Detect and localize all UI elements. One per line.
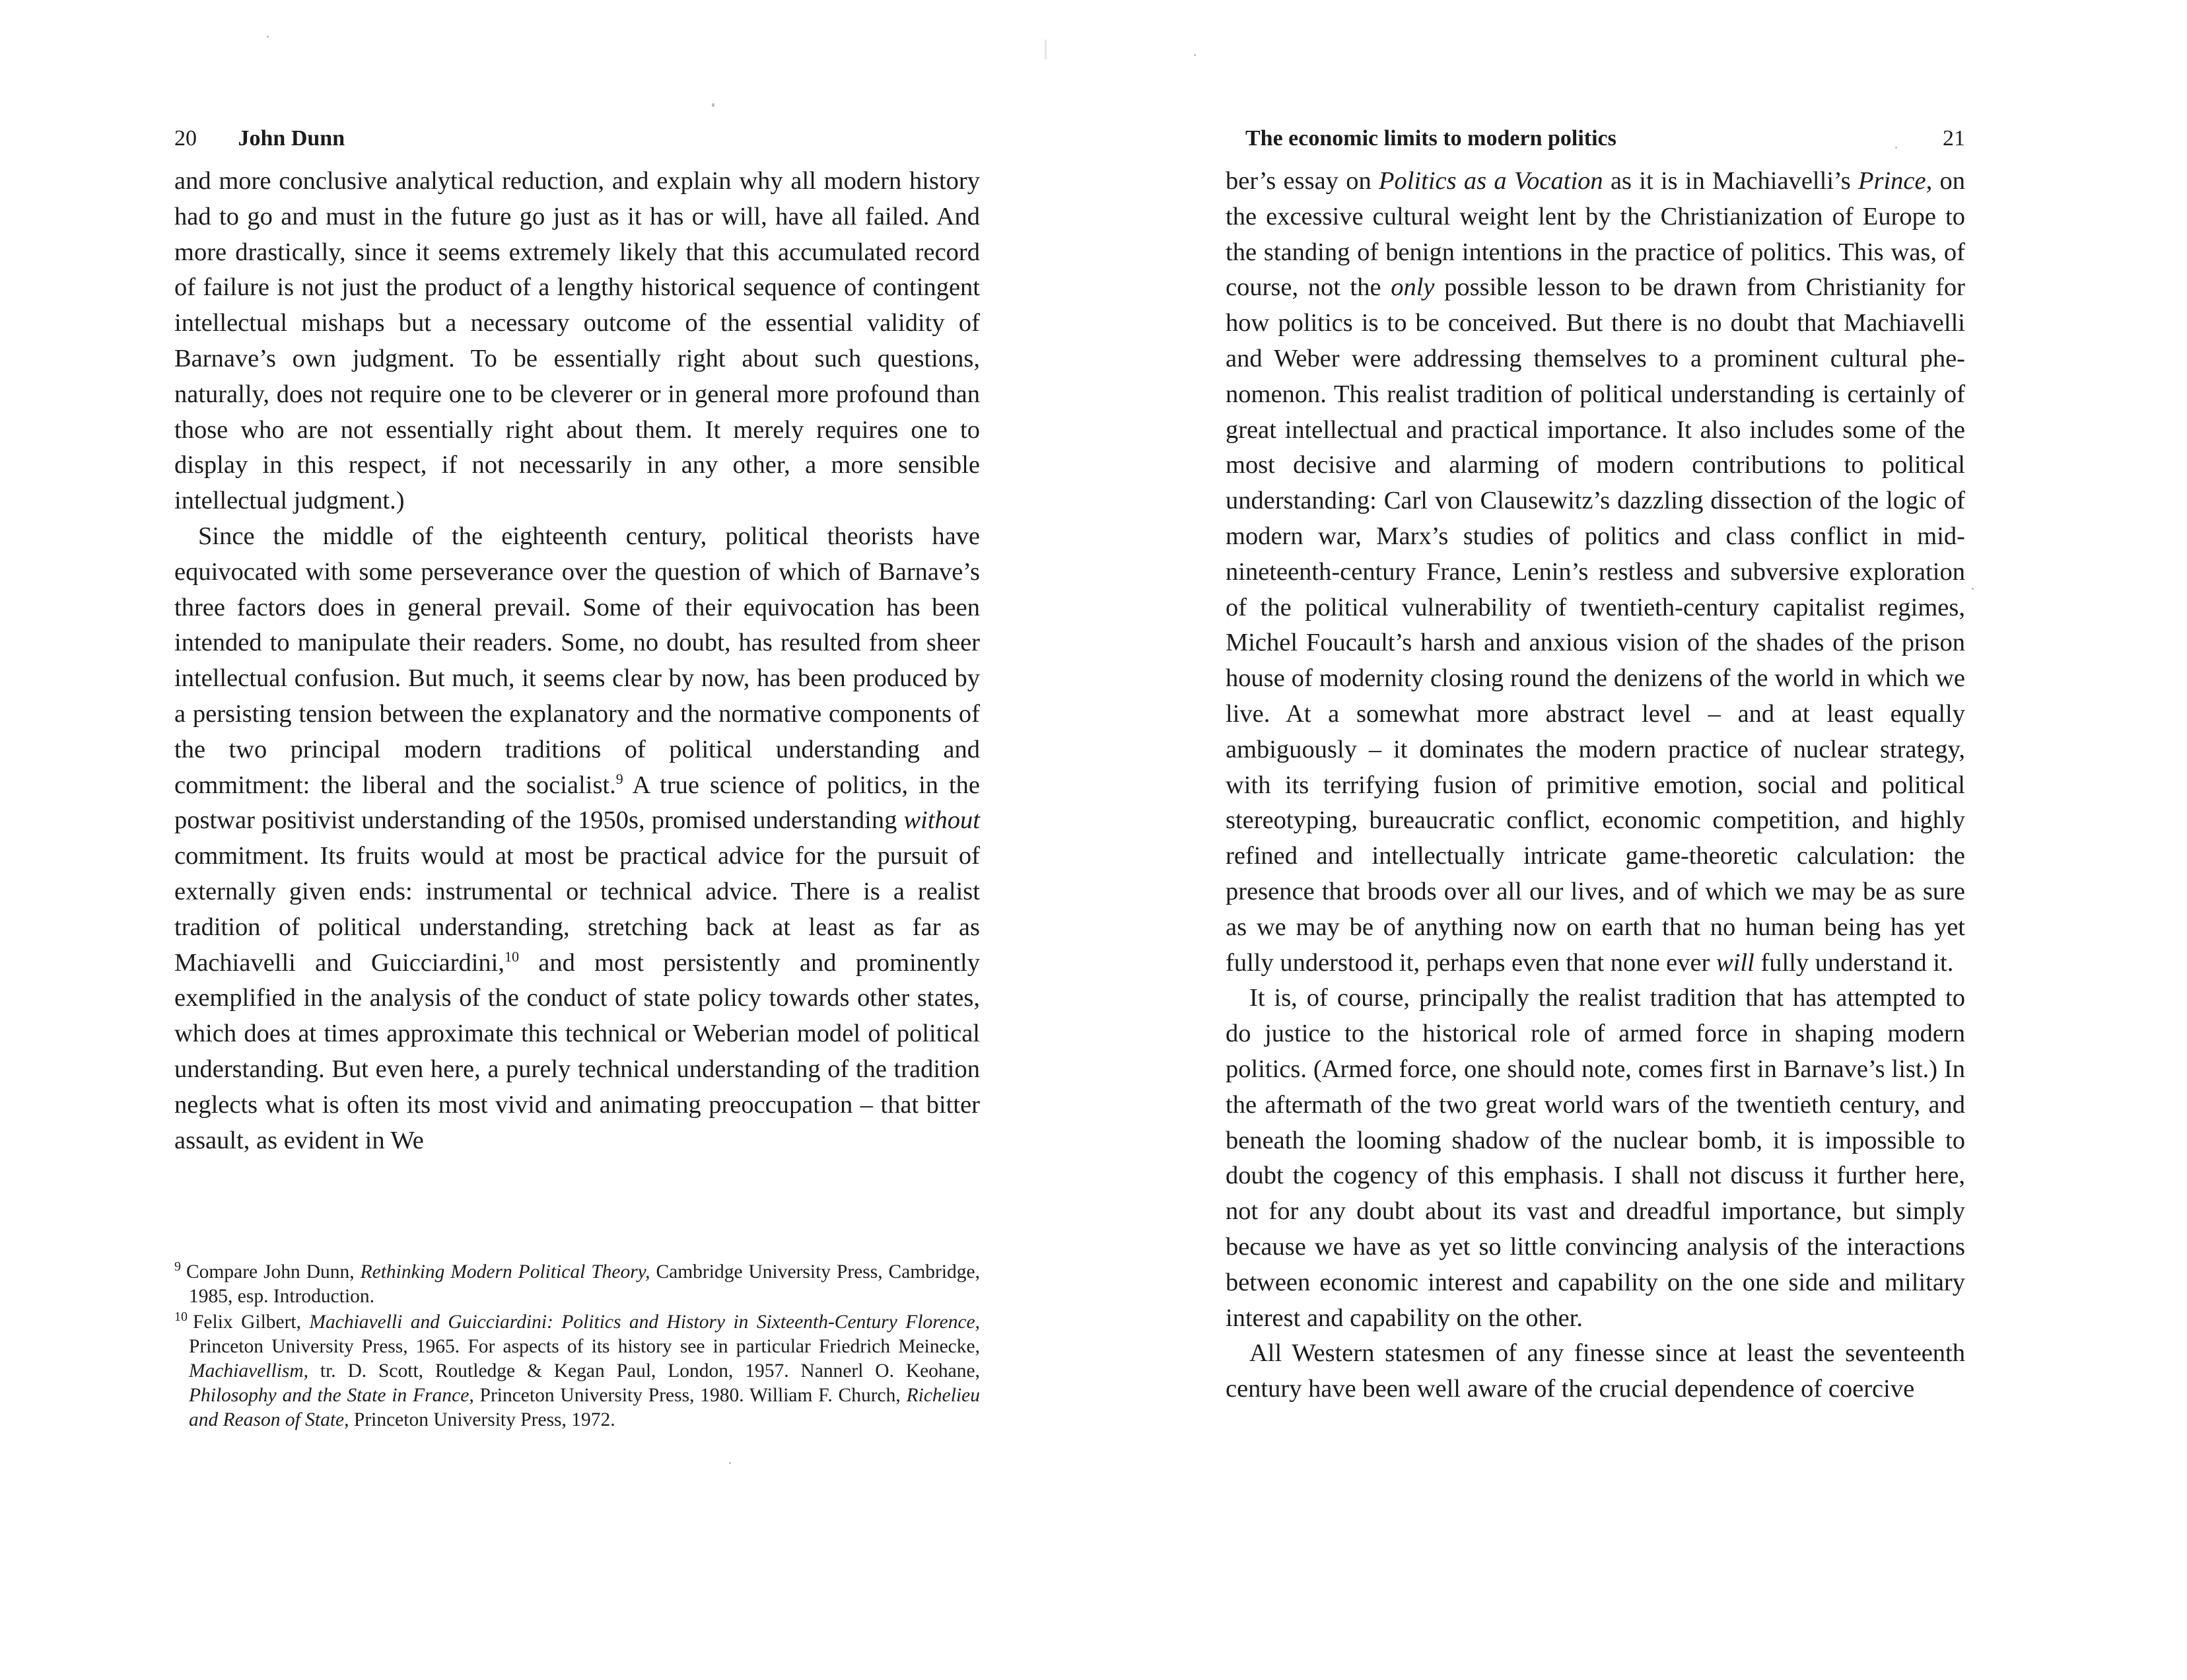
left-body-text [174,164,980,1158]
text-run: as it is in Machiavelli’s [1603,167,1858,195]
text-run: tr. D. Scott, Routledge & Kegan Paul, London, 1957. Nannerl O. Keohane, [308,1360,980,1382]
text-run: commitment. Its fruits would at most be practical advice for the pursuit of externally given ends: instrumental or technical advice. There is a realist tradition of political understanding, stretching back at least as far as Machiavelli and Guicciardini, [174,842,980,977]
scan-speck [1972,588,1974,590]
scan-speck [1895,147,1897,149]
paragraph: and more conclusive analytical reduction, and explain why all modern history had to go and must in the future go just as it has or will, have all failed. And more drastically, since it seems extremely likely that this accumulated record of failure is not just the product of a lengthy historical sequence of contingent intellectual mishaps but a necessary outcome of the essential validity of Barnave’s own judgment. To be essentially right about such questions, naturally, does not require one to be cleverer or in general more profound than those who are not essentially right about them. It merely requires one to display in this respect, if not necessarily in any other, a more sensible intellectual judgment.) [174,167,980,515]
text-run: Since the middle of the eighteenth century, political theorists have equivocated with some perseverance over the question of which of Barnave’s three factors does in general prevail. Some of their equivocation has been intended to manipulate their readers. Some, no doubt, has resulted from sheer intellectual confusion. But much, it seems clear by now, has been produced by a persisting tension between the explanatory and the normative components of the two principal modern traditions of political understanding and commitment: the liberal and the socialist. [174,522,980,799]
paragraph [1226,164,1965,981]
text-run: Felix Gilbert, [193,1312,310,1333]
emphasis: without [903,806,980,835]
right-page [1094,0,2187,1680]
left-running-head [174,124,980,153]
scan-speck [267,36,269,38]
text-run: A true science of politics, in the postwar positivist understanding of the 1950s, promised understanding [174,771,980,835]
paragraph: All Western statesmen of any finesse since at least the seventeenth century have been well aware of the crucial dependence of coercive [1226,1339,1965,1403]
scan-speck [1194,54,1196,56]
author-running-head: John Dunn [238,126,345,151]
emphasis: will [1716,948,1754,977]
book-title: Richelieu and Reason of State, [189,1385,980,1430]
footnote-number: 9 [174,1259,181,1275]
paragraph: It is, of course, principally the realist tradition that has attempted to do justice to the historical role of armed force in shaping modern politics. (Armed force, one should note, comes first in Barnave’s list.) In the aftermath of the two great world wars of the twentieth century, and beneath the looming shadow of the nuclear bomb, it is impossible to doubt the cogency of this emphasis. I shall not discuss it further here, not for any doubt about its vast and dreadful importance, but simply because we have as yet so little convincing analysis of the interactions between economic interest and capability on the one side and military interest and capability on the other. [1226,984,1965,1332]
book-title: Machiavellism, [189,1360,309,1382]
footnote [174,1310,980,1432]
text-run: Princeton University Press, 1980. William F. Church, [473,1385,907,1406]
emphasis: only [1391,273,1435,302]
text-run: fully understand it. [1754,948,1954,977]
page-number: 21 [1943,126,1965,151]
scan-speck [729,1462,731,1464]
text-run: Princeton University Press, 1972. [349,1409,615,1430]
emphasis: Politics as a Vocation [1379,167,1603,195]
scan-speck [712,103,714,107]
footnotes [174,1260,980,1434]
text-run: possible lesson to be drawn from Christianity for how politics is to be conceived. But there is no doubt that Machiavelli and Weber were addressing themselves to a prominent cultural phenomenon. This realist tradition of political understanding is certainly of great intellectual and practical importance. It also includes some of the most decisive and alarming of modern contributions to political understanding: Carl von Clausewitz’s dazzling dissection of the logic of modern war, Marx’s studies of politics and class conflict in mid-nineteenth-century France, Lenin’s restless and subversive exploration of the political vulnerability of twentieth-century capitalist regimes, Michel Foucault’s harsh and anxious vision of the shades of the prison house of modernity closing round the denizens of the world in which we live. At a somewhat more abstract level – and at least equally ambiguously – it dominates the modern practice of nuclear strategy, with its terrifying fusion of primitive emotion, social and political stereotyping, bureaucratic conflict, economic competition, and highly refined and intellectually intricate game-theoretic calculation: the presence that broods over all our lives, and of which we may be as sure as we may be of anything now on earth that no human being has yet fully understood it, perhaps even that none ever [1226,273,1965,977]
book-title: Machiavelli and Guicciardini: Politics and History in Sixteenth-Century Florence, [309,1312,981,1333]
text-run: Princeton University Press, 1965. For aspects of its history see in particular Friedrich Meinecke, [189,1336,980,1357]
book-title: Philosophy and the State in France, [189,1385,474,1406]
chapter-running-head: The economic limits to modern politics [1245,126,1616,151]
footnote-number: 10 [174,1310,188,1325]
text-run: on the excessive cultural weight lent by the Christianization of Europe to the standing of benign intentions in the practice of politics. This was, of course, not the [1226,167,1966,302]
footnote-marker: 9 [615,770,623,787]
page-number: 20 [174,126,197,151]
text-run: Compare John Dunn, [186,1261,361,1282]
right-body-text [1226,164,1965,1407]
scan-speck [1045,40,1047,59]
text-run: Cambridge University Press, Cambridge, 1985, esp. Introduction. [189,1261,981,1307]
book-title: Rethinking Modern Political Theory, [360,1261,650,1282]
text-run: ber’s essay on [1226,167,1379,195]
paragraph [174,519,980,1158]
emphasis: Prince, [1857,167,1933,195]
text-run: and most persistently and prominently exemplified in the analysis of the conduct of state policy towards other states, which does at times approximate this technical or Weberian model of political understanding. But even here, a purely technical understanding of the tradition neglects what is often its most vivid and animating preoccupation – that bitter assault, as evident in We [174,948,981,1154]
footnote [174,1260,980,1309]
footnote-marker: 10 [504,948,520,965]
